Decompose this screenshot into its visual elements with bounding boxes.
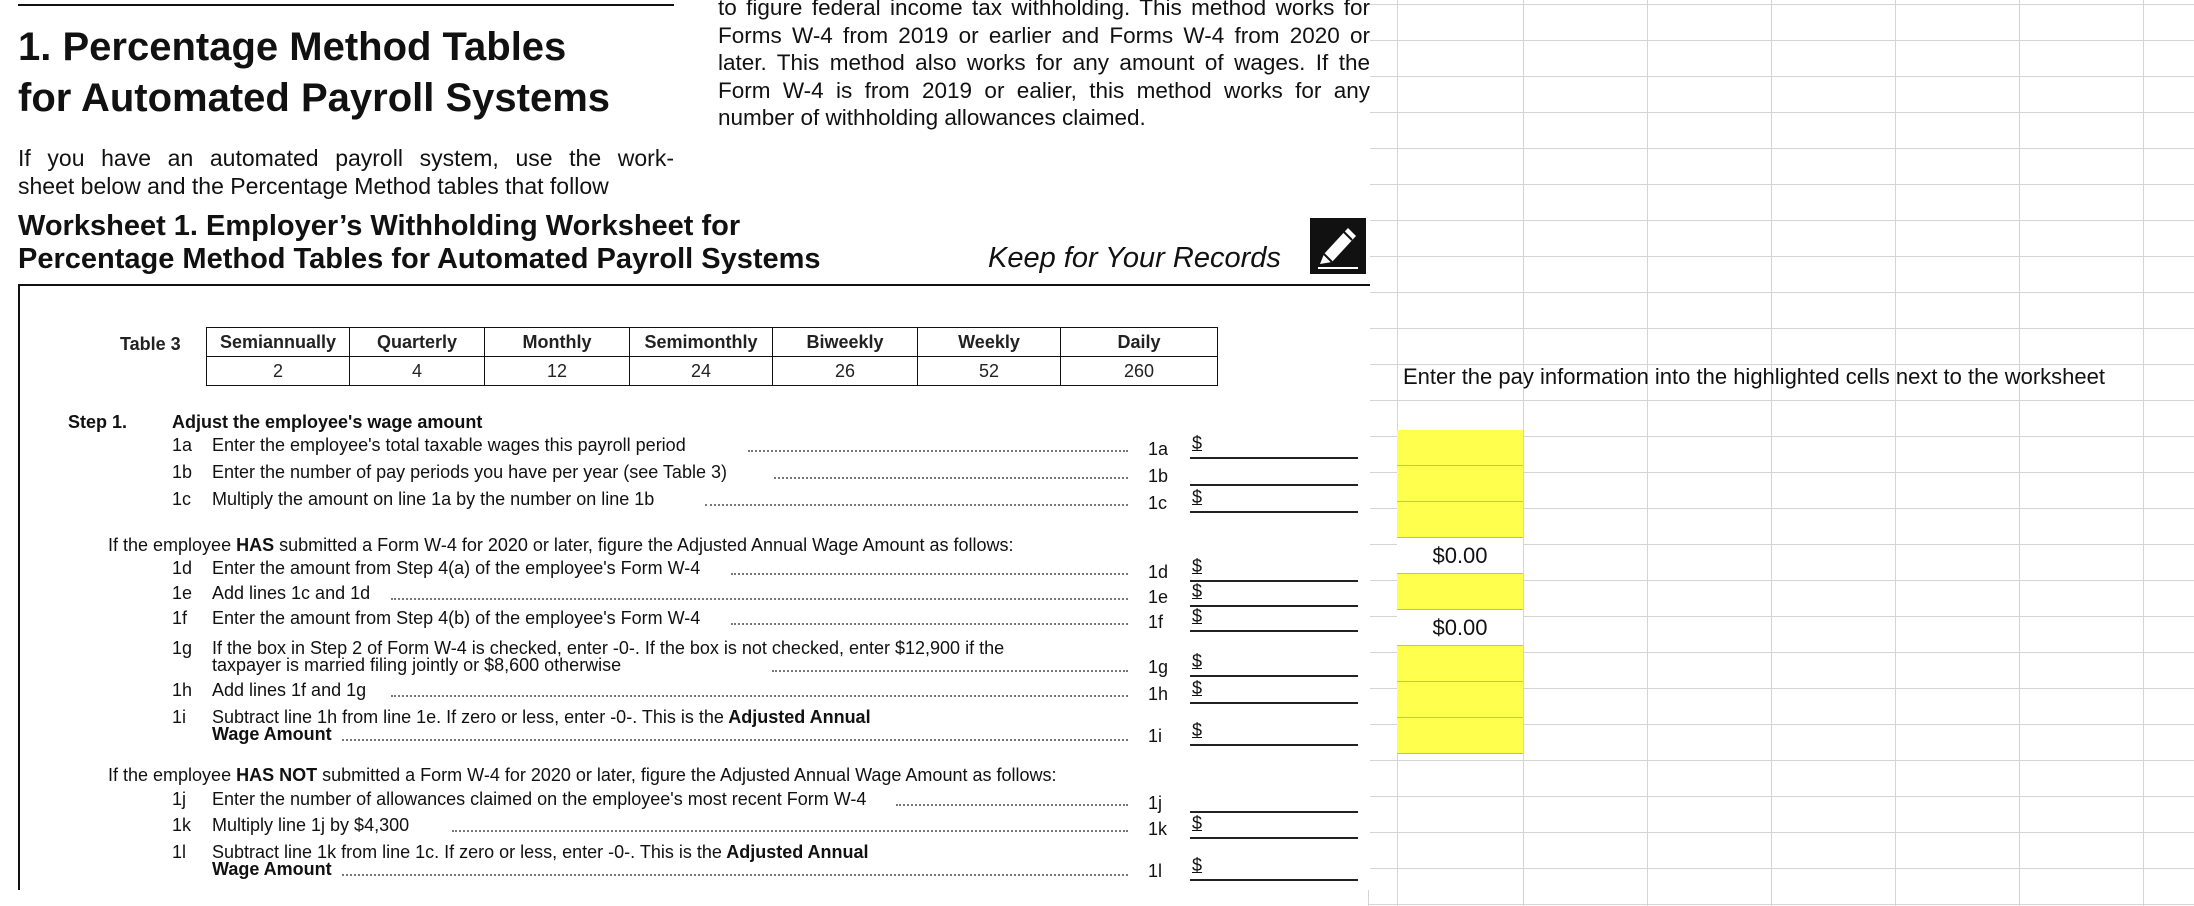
pencil-icon bbox=[1310, 218, 1366, 274]
line-1i-entry-line bbox=[1190, 744, 1358, 746]
worksheet-title bbox=[18, 210, 821, 276]
highlighted-input-cell-1[interactable] bbox=[1397, 430, 1523, 466]
line-1a-leader bbox=[748, 448, 1128, 452]
highlighted-input-cell-5[interactable] bbox=[1397, 574, 1523, 610]
highlighted-input-cell-2[interactable] bbox=[1397, 466, 1523, 502]
line-1d-leader bbox=[731, 571, 1128, 575]
computed-cell-4[interactable]: $0.00 bbox=[1397, 538, 1523, 574]
step1-title: Adjust the employee's wage amount bbox=[172, 412, 483, 432]
line-1k-leader bbox=[452, 828, 1128, 832]
line-1b-code: 1b bbox=[1148, 466, 1169, 486]
line-1k-code: 1k bbox=[1148, 819, 1168, 839]
line-1l-number: 1l bbox=[172, 842, 187, 862]
worksheet-title-line2: Percentage Method Tables for Automated Payroll Systems bbox=[18, 243, 821, 275]
highlighted-input-cell-7[interactable] bbox=[1397, 646, 1523, 682]
highlighted-input-cell-8[interactable] bbox=[1397, 682, 1523, 718]
line-1g-text: If the box in Step 2 of Form W-4 is checked, enter -0-. If the box is not checked, enter $12,900 if the bbox=[212, 638, 1005, 658]
computed-cell-6[interactable]: $0.00 bbox=[1397, 610, 1523, 646]
line-1i-code: 1i bbox=[1148, 726, 1163, 746]
table3-value-semiannually: 2 bbox=[207, 357, 350, 386]
line-1b-number: 1b bbox=[172, 462, 193, 482]
line-1f-leader bbox=[731, 621, 1128, 625]
table3-label: Table 3 bbox=[120, 334, 181, 354]
table3 bbox=[206, 327, 1218, 386]
worksheet-title-line1: Worksheet 1. Employer’s Withholding Worksheet for bbox=[18, 210, 741, 242]
table3-header-daily: Daily bbox=[1061, 328, 1218, 357]
line-1k-entry-line bbox=[1190, 837, 1358, 839]
table3-header-semimonthly: Semimonthly bbox=[630, 328, 773, 357]
line-1e-leader bbox=[391, 596, 1128, 600]
line-1d-dollar: $ bbox=[1192, 556, 1203, 576]
line-1b-leader bbox=[774, 475, 1128, 479]
table3-value-quarterly: 4 bbox=[350, 357, 485, 386]
line-1l-text: Subtract line 1k from line 1c. If zero or less, enter -0-. This is the Adjusted Annual bbox=[212, 842, 869, 862]
line-1d-text: Enter the amount from Step 4(a) of the employee's Form W-4 bbox=[212, 558, 701, 578]
line-1i-leader bbox=[342, 737, 1128, 741]
table3-value-weekly: 52 bbox=[918, 357, 1061, 386]
line-1l-text-cont: Wage Amount bbox=[212, 859, 332, 879]
line-1a-dollar: $ bbox=[1192, 433, 1203, 453]
line-1f-number: 1f bbox=[172, 608, 188, 628]
table3-header-quarterly: Quarterly bbox=[350, 328, 485, 357]
line-1c-number: 1c bbox=[172, 489, 192, 509]
highlighted-input-cell-3[interactable] bbox=[1397, 502, 1523, 538]
table3-header-semiannually: Semiannually bbox=[207, 328, 350, 357]
line-1l-entry-line bbox=[1190, 879, 1358, 881]
line-1b-entry-line bbox=[1190, 484, 1358, 486]
line-1c-text: Multiply the amount on line 1a by the number on line 1b bbox=[212, 489, 655, 509]
line-1e-entry-line bbox=[1190, 605, 1358, 607]
table3-value-biweekly: 26 bbox=[773, 357, 918, 386]
line-1c-code: 1c bbox=[1148, 493, 1168, 513]
line-1d-entry-line bbox=[1190, 580, 1358, 582]
table3-header-weekly: Weekly bbox=[918, 328, 1061, 357]
line-1a-number: 1a bbox=[172, 435, 193, 455]
table3-header-row bbox=[207, 328, 1218, 357]
table3-value-semimonthly: 24 bbox=[630, 357, 773, 386]
line-1f-text: Enter the amount from Step 4(b) of the employee's Form W-4 bbox=[212, 608, 701, 628]
line-1a-entry-line bbox=[1190, 457, 1358, 459]
line-1h-code: 1h bbox=[1148, 684, 1169, 704]
line-1e-code: 1e bbox=[1148, 587, 1169, 607]
table3-value-daily: 260 bbox=[1061, 357, 1218, 386]
line-1e-text: Add lines 1c and 1d bbox=[212, 583, 371, 603]
line-1j-leader bbox=[896, 802, 1128, 806]
line-1a-code: 1a bbox=[1148, 439, 1169, 459]
line-1h-entry-line bbox=[1190, 702, 1358, 704]
intro-text bbox=[18, 144, 674, 200]
has-not-submitted-note: If the employee HAS NOT submitted a Form W-4 for 2020 or later, figure the Adjusted Annual Wage Amount as follows: bbox=[108, 765, 1057, 785]
line-1j-number: 1j bbox=[172, 789, 187, 809]
keep-records-label: Keep for Your Records bbox=[988, 242, 1281, 274]
table3-value-monthly: 12 bbox=[485, 357, 630, 386]
line-1g-leader bbox=[772, 668, 1128, 672]
table3-header-monthly: Monthly bbox=[485, 328, 630, 357]
highlighted-input-cell-9[interactable] bbox=[1397, 718, 1523, 754]
line-1g-number: 1g bbox=[172, 638, 193, 658]
line-1f-code: 1f bbox=[1148, 612, 1164, 632]
line-1d-number: 1d bbox=[172, 558, 193, 578]
line-1k-dollar: $ bbox=[1192, 813, 1203, 833]
line-1a-text: Enter the employee's total taxable wages this payroll period bbox=[212, 435, 686, 455]
line-1c-leader bbox=[705, 502, 1129, 506]
line-1f-entry-line bbox=[1190, 630, 1358, 632]
line-1h-text: Add lines 1f and 1g bbox=[212, 680, 367, 700]
line-1h-dollar: $ bbox=[1192, 678, 1203, 698]
top-rule bbox=[18, 4, 674, 6]
table3-header-biweekly: Biweekly bbox=[773, 328, 918, 357]
line-1i-text: Subtract line 1h from line 1e. If zero or less, enter -0-. This is the Adjusted Annual bbox=[212, 707, 871, 727]
line-1g-code: 1g bbox=[1148, 657, 1169, 677]
line-1j-text: Enter the number of allowances claimed on the employee's most recent Form W-4 bbox=[212, 789, 867, 809]
line-1j-entry-line bbox=[1190, 811, 1358, 813]
line-1i-text-cont: Wage Amount bbox=[212, 724, 332, 744]
has-submitted-note: If the employee HAS submitted a Form W-4 for 2020 or later, figure the Adjusted Annual Wage Amount as follows: bbox=[108, 535, 1014, 555]
line-1g-text-cont: taxpayer is married filing jointly or $8,600 otherwise bbox=[212, 655, 622, 675]
line-1c-entry-line bbox=[1190, 511, 1358, 513]
line-1i-number: 1i bbox=[172, 707, 187, 727]
intro-line1: If you have an automated payroll system, use the work- bbox=[18, 145, 674, 171]
line-1l-code: 1l bbox=[1148, 861, 1163, 881]
line-1h-number: 1h bbox=[172, 680, 193, 700]
section-title-line2: for Automated Payroll Systems bbox=[18, 76, 611, 120]
line-1k-number: 1k bbox=[172, 815, 192, 835]
line-1c-dollar: $ bbox=[1192, 487, 1203, 507]
section-title bbox=[18, 22, 610, 124]
line-1k-text: Multiply line 1j by $4,300 bbox=[212, 815, 410, 835]
step1-label: Step 1. bbox=[68, 412, 128, 432]
section-title-line1: 1. Percentage Method Tables bbox=[18, 25, 567, 69]
intro-line2: sheet below and the Percentage Method tables that follow bbox=[18, 173, 609, 199]
line-1i-dollar: $ bbox=[1192, 720, 1203, 740]
line-1b-text: Enter the number of pay periods you have per year (see Table 3) bbox=[212, 462, 727, 482]
line-1f-dollar: $ bbox=[1192, 606, 1203, 626]
line-1e-dollar: $ bbox=[1192, 581, 1203, 601]
line-1h-leader bbox=[391, 693, 1128, 697]
line-1e-number: 1e bbox=[172, 583, 193, 603]
line-1l-leader bbox=[342, 872, 1128, 876]
line-1g-entry-line bbox=[1190, 675, 1358, 677]
intro-column2-text: to figure federal income tax withholding. This method works for Forms W-4 from 2019 or earlier and Forms W-4 from 2020 or later. This method also works for any amount of wages. If the Form W-4 is from 2019 or ealier, this method works for any number of withholding allowances claimed. bbox=[718, 0, 1370, 130]
line-1j-code: 1j bbox=[1148, 793, 1163, 813]
line-1d-code: 1d bbox=[1148, 562, 1169, 582]
instruction-text: Enter the pay information into the highlighted cells next to the worksheet bbox=[1403, 364, 2105, 389]
line-1l-dollar: $ bbox=[1192, 855, 1203, 875]
table3-value-row bbox=[207, 357, 1218, 386]
line-1g-dollar: $ bbox=[1192, 651, 1203, 671]
